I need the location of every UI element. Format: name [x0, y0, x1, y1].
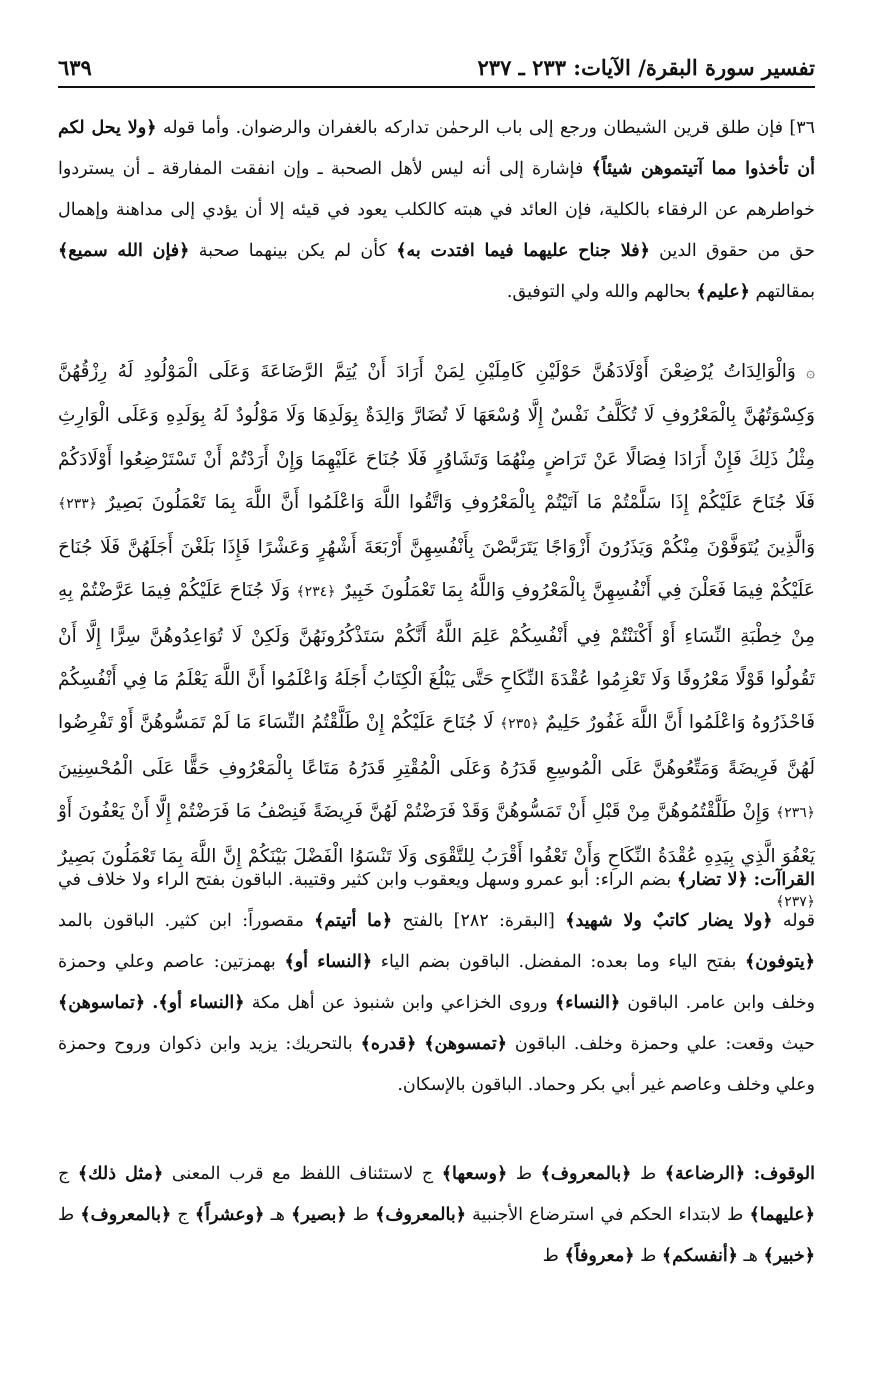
quoted-word: ﴿قدره﴾ [360, 1034, 417, 1054]
quoted-word: ﴿ما أتيتم﴾ [314, 911, 393, 931]
stop-mark: ط [515, 1164, 532, 1184]
page-number: ٦٣٩ [58, 55, 92, 80]
verse-233: وَالْوَالِدَاتُ يُرْضِعْنَ أَوْلَادَهُنَّ حَوْلَيْنِ كَامِلَيْنِ لِمَنْ أَرَادَ أَنْ يُتِمَّ الرَّضَاعَةَ وَعَلَى الْمَوْلُودِ لَهُ رِزْقُهُنَّ وَكِسْوَتُهُنَّ بِالْمَعْرُوفِ لَا تُكَلَّفُ نَفْسٌ إِلَّا وُسْعَهَا لَا تُضَارَّ وَالِدَةٌ بِوَلَدِهَا وَلَا مَوْلُودٌ لَهُ بِوَلَدِهِ وَعَلَى الْوَارِثِ مِثْلُ ذَلِكَ فَإِنْ أَرَادَا فِصَالًا عَنْ تَرَاضٍ مِنْهُمَا وَتَشَاوُرٍ فَلَا جُنَاحَ عَلَيْهِمَا وَإِنْ أَرَدْتُمْ أَنْ تَسْتَرْضِعُوا أَوْلَادَكُمْ فَلَا جُنَاحَ عَلَيْكُمْ إِذَا سَلَّمْتُمْ مَا آتَيْتُمْ بِالْمَعْرُوفِ وَاتَّقُوا اللَّهَ وَاعْلَمُوا أَنَّ اللَّهَ بِمَا تَعْمَلُونَ بَصِيرٌ [58, 361, 815, 513]
stop-mark: ط [542, 1246, 559, 1266]
quoted-word: ﴿عليهما﴾ [749, 1205, 815, 1225]
quoted-word: ﴿الرضاعة﴾ [664, 1164, 746, 1184]
section-label-stops: الوقوف: [753, 1164, 815, 1184]
verse-235: وَلَا جُنَاحَ عَلَيْكُمْ فِيمَا عَرَّضْتُمْ بِهِ مِنْ خِطْبَةِ النِّسَاءِ أَوْ أَكْنَنْتُمْ فِي أَنْفُسِكُمْ عَلِمَ اللَّهُ أَنَّكُمْ سَتَذْكُرُونَهُنَّ وَلَكِنْ لَا تُوَاعِدُوهُنَّ سِرًّا إِلَّا أَنْ تَقُولُوا قَوْلًا مَعْرُوفًا وَلَا تَعْزِمُوا عُقْدَةَ النِّكَاحِ حَتَّى يَبْلُغَ الْكِتَابُ أَجَلَهُ وَاعْلَمُوا أَنَّ اللَّهَ يَعْلَمُ مَا فِي أَنْفُسِكُمْ فَاحْذَرُوهُ وَاعْلَمُوا أَنَّ اللَّهَ غَفُورٌ حَلِيمٌ [58, 580, 815, 734]
verse-237: وَإِنْ طَلَّقْتُمُوهُنَّ مِنْ قَبْلِ أَنْ تَمَسُّوهُنَّ وَقَدْ فَرَضْتُمْ لَهُنَّ فَرِيضَةً فَنِصْفُ مَا فَرَضْتُمْ إِلَّا أَنْ يَعْفُونَ أَوْ يَعْفُوَ الَّذِي بِيَدِهِ عُقْدَةُ النِّكَاحِ وَأَنْ تَعْفُوا أَقْرَبُ لِلتَّقْوَى وَلَا تَنْسَوُا الْفَضْلَ بَيْنَكُمْ إِنَّ اللَّهَ بِمَا تَعْمَلُونَ بَصِيرٌ [58, 800, 815, 868]
quoted-word: ﴿أنفسكم﴾ [661, 1246, 738, 1266]
quoted-word: ﴿معروفاً﴾ [564, 1246, 635, 1266]
quoted-word: ﴿تماسوهن﴾ [58, 993, 146, 1013]
text-run: ٣٦] فإن طلق قرين الشيطان ورجع إلى باب الرحمٰن تداركه بالغفران والرضوان. وأما قوله [162, 118, 816, 138]
stop-mark: هـ [270, 1205, 285, 1225]
quran-verses-block [58, 350, 815, 924]
quoted-verse: ﴿فإن الله سميع﴾ [58, 241, 190, 261]
quoted-word: ﴿بصير﴾ [291, 1205, 347, 1225]
section-label-readings: القراآت: [753, 870, 815, 890]
text-run: بفتح الياء وما بعده: المفضل. الباقون بضم الياء [380, 952, 737, 972]
stops-paragraph [58, 1154, 815, 1277]
stop-mark: ط [58, 1205, 75, 1225]
stop-mark: ط [352, 1205, 369, 1225]
quoted-word: ﴿بالمعروف﴾ [540, 1164, 632, 1184]
text-run: مقصوراً: ابن كثير. الباقون بالمد [58, 911, 304, 931]
quoted-word: ﴿وسعها﴾ [441, 1164, 508, 1184]
stop-mark: ط [640, 1164, 657, 1184]
ayah-number: ﴿٢٣٦﴾ [776, 804, 815, 821]
quoted-word: ﴿النساء أو﴾. [152, 993, 245, 1013]
quoted-word: ﴿النساء﴾ [555, 993, 621, 1013]
text-run: بهمزتين: عاصم وعلي وحمزة وخلف وابن عامر. الباقون [58, 952, 815, 1013]
text-run: بحالهم والله ولي التوفيق. [506, 282, 691, 302]
quoted-word: ﴿النساء أو﴾ [284, 952, 373, 972]
text-run: حيث وقعت: علي وحمزة وخلف. الباقون [514, 1034, 815, 1054]
text-run: فإشارة إلى أنه ليس لأهل الصحبة ـ وإن انفقت المفارقة ـ أن يستردوا خواطرهم عن الرفقاء بالكلية، فإن العائد في هبته كالكلب يعود في قيئه إلا أن يؤدي إلى مداهنة وإهمال حق من حقوق الدين [58, 159, 815, 261]
hizb-ornament-icon: ۞ [806, 363, 815, 381]
quoted-word: ﴿يتوفون﴾ [745, 952, 815, 972]
quoted-verse: ﴿ولا يحل لكم أن تأخذوا مما آتيتموهن شيئاً﴾ [58, 118, 815, 179]
text-run: [البقرة: ٢٨٢] بالفتح [402, 911, 555, 931]
verse-236: لَا جُنَاحَ عَلَيْكُمْ إِنْ طَلَّقْتُمُ النِّسَاءَ مَا لَمْ تَمَسُّوهُنَّ أَوْ تَفْرِضُوا لَهُنَّ فَرِيضَةً وَمَتِّعُوهُنَّ عَلَى الْمُوسِعِ قَدَرُهُ وَعَلَى الْمُقْتِرِ قَدَرُهُ مَتَاعًا بِالْمَعْرُوفِ حَقًّا عَلَى الْمُحْسِنِينَ [58, 712, 815, 779]
ayah-number: ﴿٢٣٧﴾ [776, 893, 815, 910]
quoted-word: ﴿بالمعروف﴾ [375, 1205, 466, 1225]
quoted-word: ﴿ولا يضار كاتبٌ ولا شهيد﴾ [565, 911, 773, 931]
running-title: تفسير سورة البقرة/ الآيات: ٢٣٣ ـ ٢٣٧ [477, 55, 815, 80]
stop-mark: ط [640, 1246, 657, 1266]
ayah-number: ﴿٢٣٥﴾ [499, 716, 539, 733]
stop-mark: هـ [743, 1246, 758, 1266]
stop-mark: ج لاستئناف اللفظ مع قرب المعنى [171, 1164, 434, 1184]
verse-234: وَالَّذِينَ يُتَوَفَّوْنَ مِنْكُمْ وَيَذَرُونَ أَزْوَاجًا يَتَرَبَّصْنَ بِأَنْفُسِهِنَّ أَرْبَعَةَ أَشْهُرٍ وَعَشْرًا فَإِذَا بَلَغْنَ أَجَلَهُنَّ فَلَا جُنَاحَ عَلَيْكُمْ فِيمَا فَعَلْنَ فِي أَنْفُسِهِنَّ بِالْمَعْرُوفِ وَاللَّهُ بِمَا تَعْمَلُونَ خَبِيرٌ [58, 537, 815, 602]
text-run: وروى الخزاعي وابن شنبوذ عن أهل مكة [251, 993, 548, 1013]
quoted-word: ﴿وعشراً﴾ [194, 1205, 265, 1225]
stop-mark: ج [58, 1164, 70, 1184]
running-header [58, 48, 815, 88]
quoted-word: ﴿بالمعروف﴾ [80, 1205, 172, 1225]
quoted-verse: ﴿فلا جناح عليهما فيما افتدت به﴾ [396, 241, 650, 261]
quoted-word: ﴿تمسوهن﴾ [424, 1034, 507, 1054]
readings-paragraph [58, 860, 815, 1106]
quoted-verse: ﴿عليم﴾ [696, 282, 750, 302]
text-run: بالتحريك: يزيد وابن ذكوان وروح وحمزة وعلي وخلف وعاصم غير أبي بكر وحماد. الباقون بالإسكان. [58, 1034, 815, 1095]
quoted-word: ﴿لا تضار﴾ [677, 870, 748, 890]
ayah-number: ﴿٢٣٣﴾ [58, 495, 97, 512]
text-run: كأن لم يكن بينهما صحبة [198, 241, 387, 261]
ayah-number: ﴿٢٣٤﴾ [296, 584, 336, 601]
quoted-word: ﴿خبير﴾ [763, 1246, 815, 1266]
stop-mark: ط لابتداء الحكم في استرضاع الأجنبية [472, 1205, 744, 1225]
stop-mark: ج [177, 1205, 189, 1225]
text-run: بمقالتهم [755, 282, 815, 302]
text-run: بضم الراء: أبو عمرو وسهل ويعقوب وابن كثير وقتيبة. الباقون بفتح الراء ولا خلاف في قوله [58, 870, 815, 931]
quoted-word: ﴿مثل ذلك﴾ [77, 1164, 164, 1184]
commentary-paragraph [58, 108, 815, 313]
